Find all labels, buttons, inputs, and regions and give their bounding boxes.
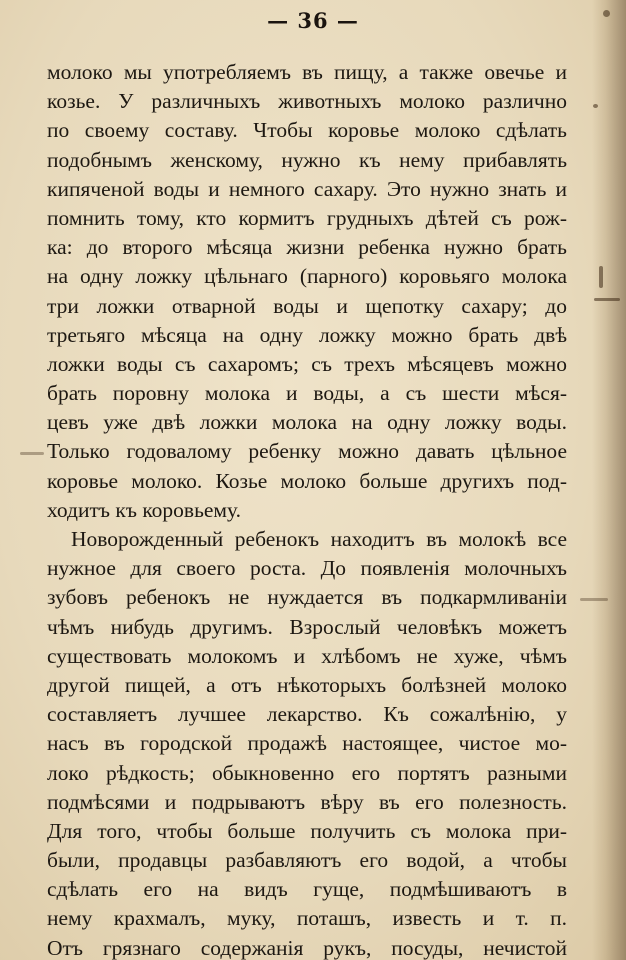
- paragraph: [47, 525, 567, 960]
- ink-stain: [599, 266, 603, 288]
- text-line: составляетъ лучшее лекарство. Къ сожалѣнію, у: [47, 702, 567, 727]
- text-line: ложки воды съ сахаромъ; съ трехъ мѣсяцевъ можно: [47, 351, 567, 376]
- text-line: по своему составу. Чтобы коровье молоко сдѣлать: [47, 118, 567, 143]
- text-line: ка: до второго мѣсяца жизни ребенка нужно брать: [47, 235, 567, 260]
- text-line: козье. У различныхъ животныхъ молоко различно: [47, 89, 567, 114]
- text-line: насъ въ городской продажѣ настоящее, чистое мо-: [47, 731, 567, 756]
- text-line: Отъ грязнаго содержанія рукъ, посуды, нечистой: [47, 935, 567, 960]
- ink-stain: [594, 298, 620, 301]
- text-line: локо рѣдкость; обыкновенно его портятъ разными: [47, 760, 567, 785]
- text-line: были, продавцы разбавляютъ его водой, а чтобы: [47, 848, 567, 873]
- paragraph: [47, 58, 567, 525]
- text-line: нужное для своего роста. До появленія молочныхъ: [47, 556, 567, 581]
- ink-stain: [580, 598, 608, 601]
- text-line: коровье молоко. Козье молоко больше другихъ под-: [47, 468, 567, 493]
- text-line: чѣмъ нибудь другимъ. Взрослый человѣкъ можетъ: [47, 614, 567, 639]
- text-line: молоко мы употребляемъ въ пищу, а также овечье и: [47, 60, 567, 84]
- text-line: кипяченой воды и немного сахару. Это нужно знать и: [47, 176, 567, 201]
- text-line: сдѣлать его на видъ гуще, подмѣшиваютъ в: [47, 877, 567, 902]
- text-line: третьяго мѣсяца на одну ложку можно брать двѣ: [47, 322, 567, 347]
- text-line: брать поровну молока и воды, а съ шести мѣся-: [47, 381, 567, 406]
- text-line: Только годовалому ребенку можно давать цѣльное: [47, 439, 567, 464]
- text-line: зубовъ ребенокъ не нуждается въ подкармливаніи: [47, 585, 567, 610]
- ink-stain: [593, 104, 598, 108]
- text-line: другой пищей, а отъ нѣкоторыхъ болѣзней молоко: [47, 672, 567, 697]
- text-line: нему крахмалъ, муку, поташъ, известь и т. п.: [47, 906, 567, 931]
- page-edge-shadow: [592, 0, 626, 960]
- text-line: цевъ уже двѣ ложки молока на одну ложку воды.: [47, 410, 567, 435]
- text-line: подмѣсями и подрываютъ вѣру въ его полезность.: [47, 789, 567, 814]
- body-text: [47, 58, 567, 960]
- text-line: помнить тому, кто кормитъ грудныхъ дѣтей съ рож-: [47, 205, 567, 230]
- text-line: ходитъ къ коровьему.: [47, 497, 242, 522]
- text-line: подобнымъ женскому, нужно къ нему прибавлять: [47, 147, 567, 172]
- text-line: три ложки отварной воды и щепотку сахару; до: [47, 293, 567, 318]
- text-line: на одну ложку цѣльнаго (парного) коровьяго молока: [47, 264, 567, 289]
- ink-stain: [20, 452, 44, 455]
- text-line: существовать молокомъ и хлѣбомъ не хуже, чѣмъ: [47, 643, 567, 668]
- page-number: — 36 —: [267, 8, 359, 33]
- text-line: Новорожденный ребенокъ находитъ въ молокѣ все: [71, 527, 567, 551]
- text-line: Для того, чтобы больше получить съ молока при-: [47, 818, 567, 843]
